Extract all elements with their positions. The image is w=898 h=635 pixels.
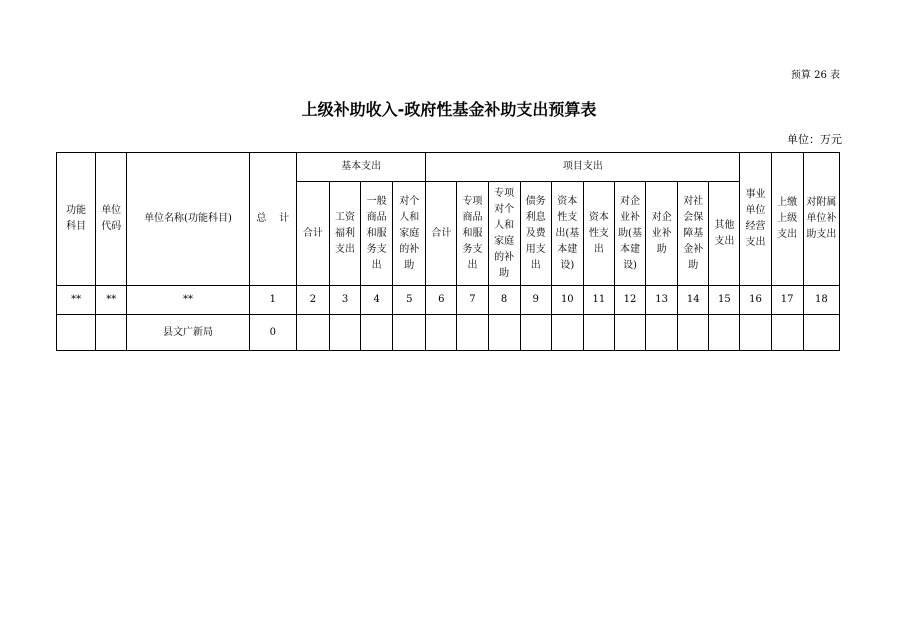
index-cell: 4 bbox=[361, 286, 393, 315]
form-number: 预算 26 表 bbox=[790, 70, 840, 81]
cell-empty bbox=[614, 315, 645, 351]
header-unit-name: 单位名称(功能科目) bbox=[127, 153, 249, 286]
index-cell: 11 bbox=[583, 286, 614, 315]
header-project-total: 合计 bbox=[426, 182, 457, 286]
cell-empty bbox=[551, 315, 583, 351]
header-project-capital-construction: 资本性支出(基本建设) bbox=[551, 182, 583, 286]
index-cell: 17 bbox=[771, 286, 803, 315]
index-cell: 5 bbox=[393, 286, 426, 315]
header-subsidiary: 对附属单位补助支出 bbox=[803, 153, 839, 286]
index-cell: 9 bbox=[520, 286, 551, 315]
header-total: 总 计 bbox=[249, 153, 296, 286]
index-cell: 6 bbox=[426, 286, 457, 315]
cell-empty bbox=[488, 315, 520, 351]
index-cell: 12 bbox=[614, 286, 645, 315]
cell-empty bbox=[678, 315, 709, 351]
index-cell: 13 bbox=[646, 286, 678, 315]
header-unit-code: 单位代码 bbox=[96, 153, 127, 286]
index-cell: ** bbox=[57, 286, 96, 315]
index-cell: 7 bbox=[457, 286, 488, 315]
cell-unit-code bbox=[96, 315, 127, 351]
cell-empty bbox=[740, 315, 771, 351]
index-cell: 3 bbox=[329, 286, 360, 315]
header-project-group: 项目支出 bbox=[426, 153, 740, 182]
header-project-individual: 专项对个人和家庭的补助 bbox=[488, 182, 520, 286]
index-cell: 8 bbox=[488, 286, 520, 315]
index-cell: 10 bbox=[551, 286, 583, 315]
cell-empty bbox=[296, 315, 329, 351]
header-row-group bbox=[57, 153, 840, 182]
unit-label: 单位：万元 bbox=[787, 133, 842, 146]
index-row bbox=[57, 286, 840, 315]
header-basic-individual: 对个人和家庭的补助 bbox=[393, 182, 426, 286]
page-title: 上级补助收入-政府性基金补助支出预算表 bbox=[301, 100, 597, 119]
header-basic-goods: 一般商品和服务支出 bbox=[361, 182, 393, 286]
cell-empty bbox=[646, 315, 678, 351]
cell-empty bbox=[361, 315, 393, 351]
header-project-other: 其他支出 bbox=[709, 182, 740, 286]
header-project-debt: 债务利息及费用支出 bbox=[520, 182, 551, 286]
index-cell: ** bbox=[127, 286, 249, 315]
cell-unit-name: 县文广新局 bbox=[127, 315, 249, 351]
header-project-enterprise: 对企业补助 bbox=[646, 182, 678, 286]
header-project-goods: 专项商品和服务支出 bbox=[457, 182, 488, 286]
cell-function-code bbox=[57, 315, 96, 351]
cell-empty bbox=[709, 315, 740, 351]
header-remit-upper: 上缴上级支出 bbox=[771, 153, 803, 286]
header-basic-wages: 工资福利支出 bbox=[329, 182, 360, 286]
index-cell: 16 bbox=[740, 286, 771, 315]
budget-table bbox=[56, 152, 840, 351]
header-basic-group: 基本支出 bbox=[296, 153, 425, 182]
cell-empty bbox=[426, 315, 457, 351]
cell-empty bbox=[393, 315, 426, 351]
header-function-code: 功能科目 bbox=[57, 153, 96, 286]
index-cell: 2 bbox=[296, 286, 329, 315]
cell-total: 0 bbox=[249, 315, 296, 351]
cell-empty bbox=[520, 315, 551, 351]
index-cell: 18 bbox=[803, 286, 839, 315]
cell-empty bbox=[771, 315, 803, 351]
header-project-social-security: 对社会保障基金补助 bbox=[678, 182, 709, 286]
index-cell: 15 bbox=[709, 286, 740, 315]
header-project-enterprise-construction: 对企业补助(基本建设) bbox=[614, 182, 645, 286]
header-basic-total: 合计 bbox=[296, 182, 329, 286]
index-cell: 14 bbox=[678, 286, 709, 315]
cell-empty bbox=[583, 315, 614, 351]
cell-empty bbox=[803, 315, 839, 351]
cell-empty bbox=[457, 315, 488, 351]
table-row bbox=[57, 315, 840, 351]
index-cell: 1 bbox=[249, 286, 296, 315]
cell-empty bbox=[329, 315, 360, 351]
header-enterprise-ops: 事业单位经营支出 bbox=[740, 153, 771, 286]
index-cell: ** bbox=[96, 286, 127, 315]
header-project-capital: 资本性支出 bbox=[583, 182, 614, 286]
